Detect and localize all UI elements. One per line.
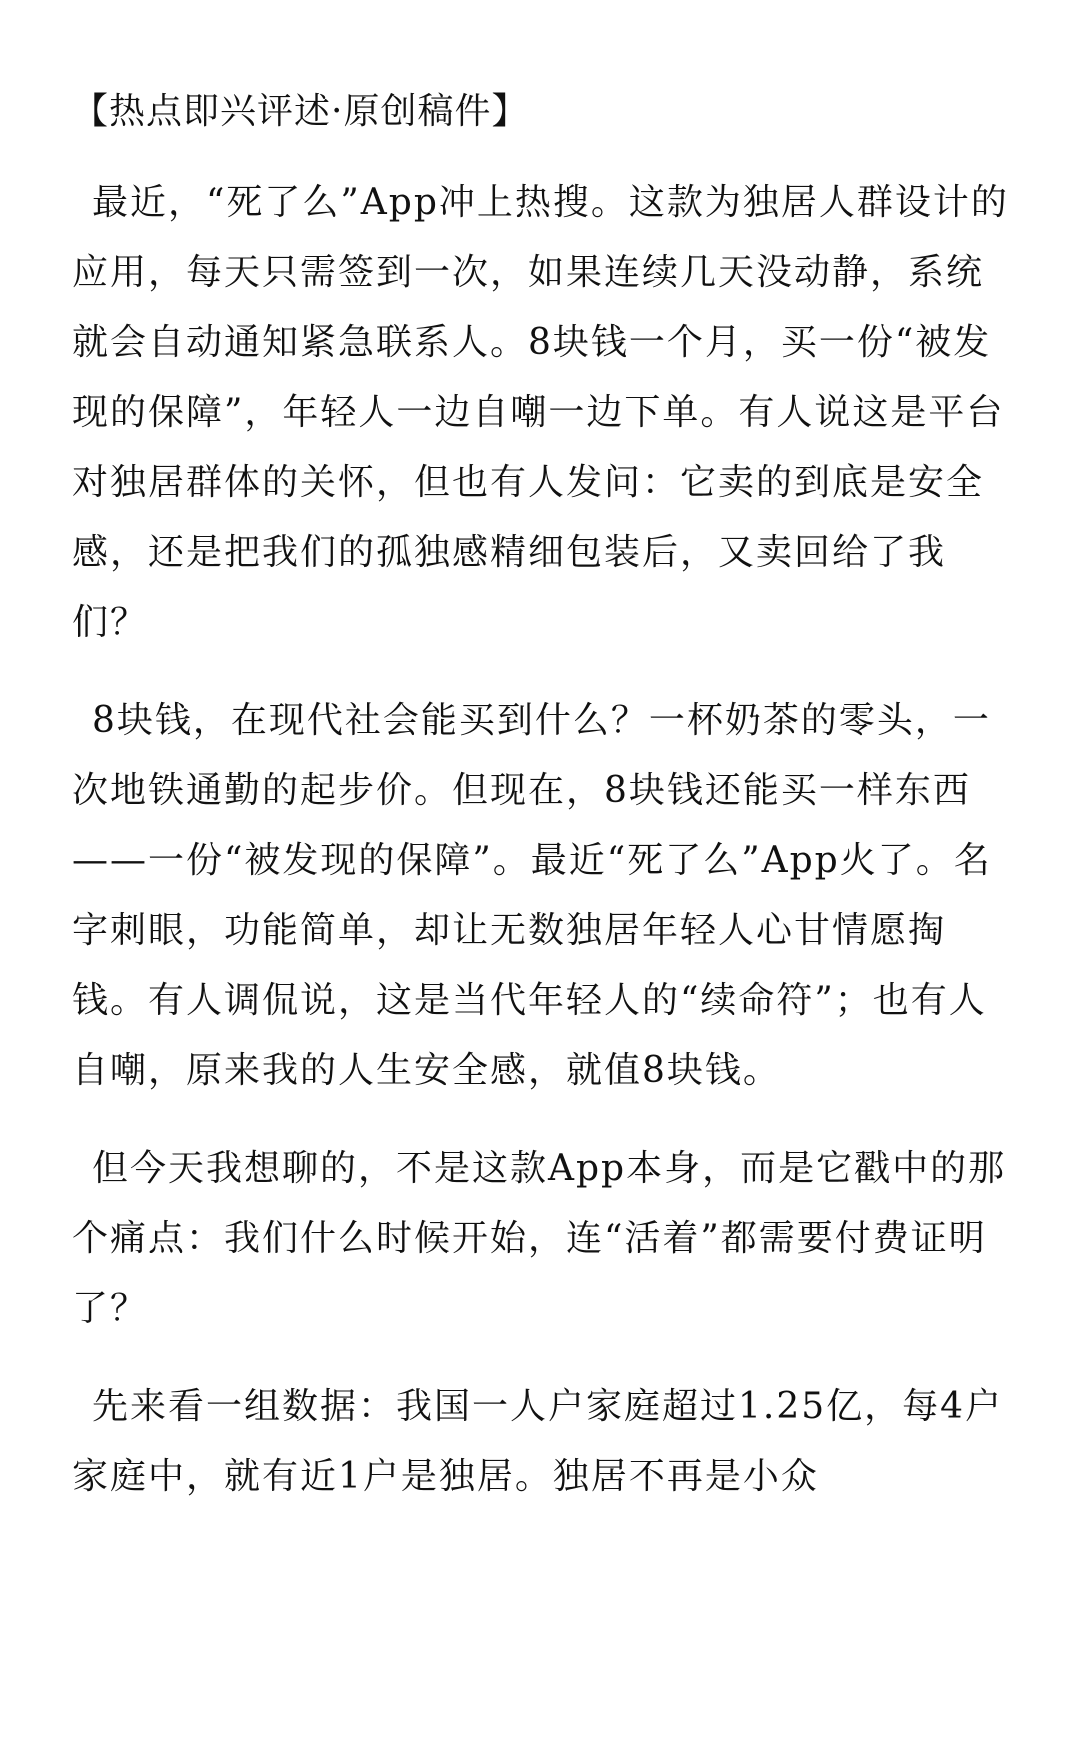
article-header: 【热点即兴评述·原创稿件】 bbox=[72, 91, 529, 132]
article-paragraph: 8块钱，在现代社会能买到什么？一杯奶茶的零头，一次地铁通勤的起步价。但现在，8块钱还能买一样东西——一份“被发现的保障”。最近“死了么”App火了。名字刺眼，功能简单，却让无数独居年轻人心甘情愿掏钱。有人调侃说，这是当代年轻人的“续命符”；也有人自嘲，原来我的人生安全感，就值8块钱。 bbox=[72, 700, 992, 1091]
article-paragraph: 最近，“死了么”App冲上热搜。这款为独居人群设计的应用，每天只需签到一次，如果连续几天没动静，系统就会自动通知紧急联系人。8块钱一个月，买一份“被发现的保障”，年轻人一边自嘲一边下单。有人说这是平台对独居群体的关怀，但也有人发问：它卖的到底是安全感，还是把我们的孤独感精细包装后，又卖回给了我们？ bbox=[72, 182, 1009, 643]
article-paragraph: 但今天我想聊的，不是这款App本身，而是它戳中的那个痛点：我们什么时候开始，连“活着”都需要付费证明了？ bbox=[72, 1148, 1007, 1329]
article bbox=[72, 82, 1012, 1540]
article-paragraph: 先来看一组数据：我国一人户家庭超过1.25亿，每4户家庭中，就有近1户是独居。独居不再是小众 bbox=[72, 1386, 1004, 1497]
